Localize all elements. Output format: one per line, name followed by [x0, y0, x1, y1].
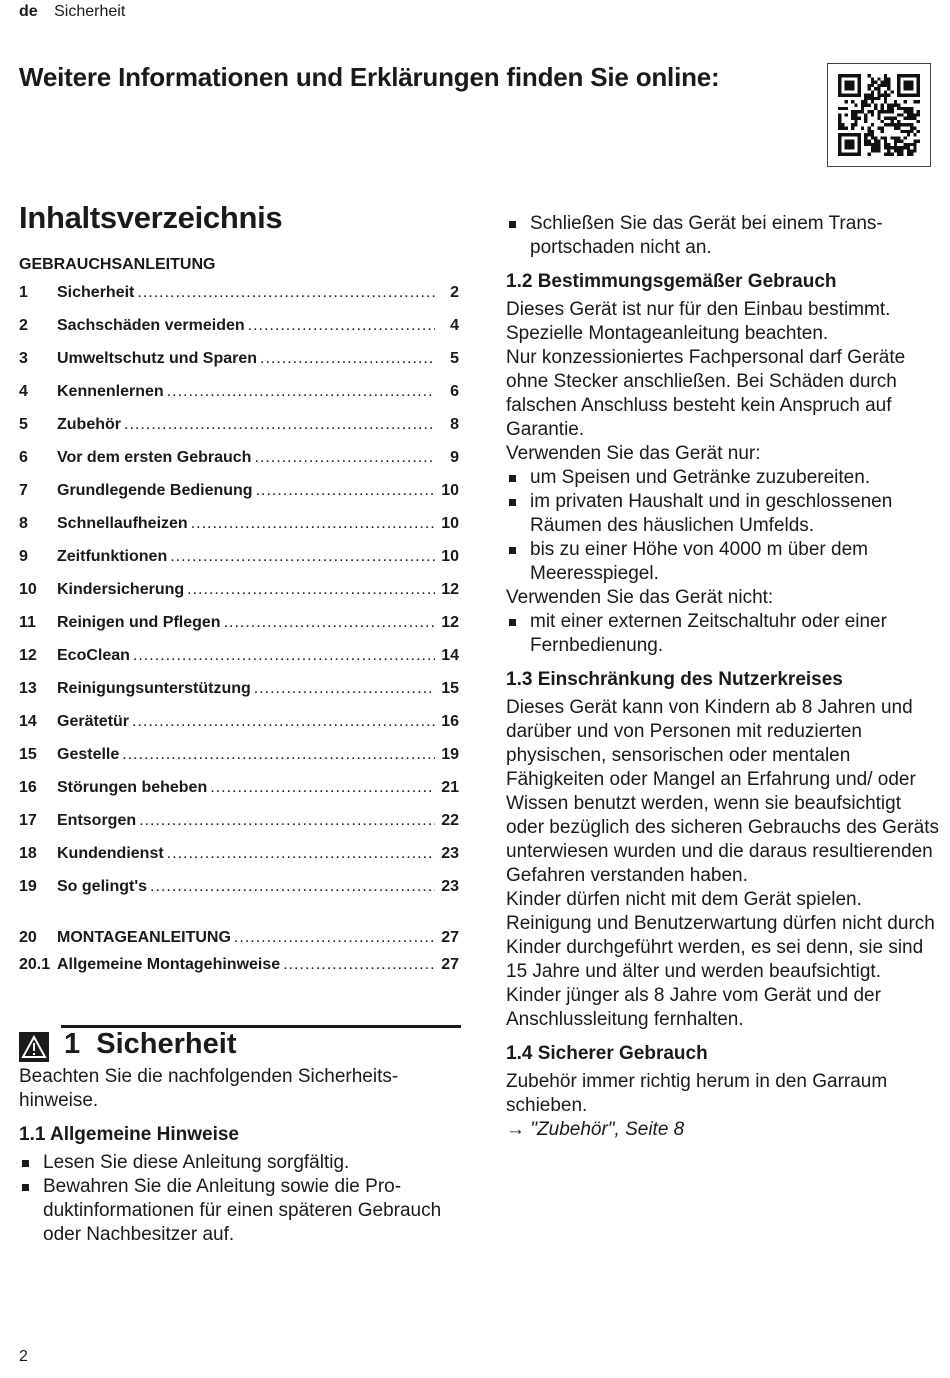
cross-reference-link[interactable]: → "Zubehör", Seite 8: [506, 1119, 685, 1140]
toc-entry-label: Zubehör: [57, 416, 121, 433]
toc-entry-label: Reinigen und Pflegen: [57, 614, 221, 631]
toc-entry-number: 18: [19, 845, 37, 862]
right-column: [506, 212, 942, 1142]
toc-entry-label: Allgemeine Montagehinweise: [57, 956, 281, 973]
header-section: Sicherheit: [54, 3, 126, 20]
toc-entry-label: Vor dem ersten Gebrauch: [57, 449, 252, 466]
toc-entry[interactable]: [19, 416, 459, 449]
toc-entry-label: Schnellaufheizen: [57, 515, 188, 532]
paragraph: Verwenden Sie das Gerät nur:: [506, 443, 761, 464]
toc-entry-label: Zeitfunktionen: [57, 548, 168, 565]
toc-entry-page: 10: [441, 482, 459, 499]
toc-entry-page: 15: [441, 680, 459, 697]
toc-entry[interactable]: [19, 350, 459, 383]
left-column: [19, 200, 459, 1247]
toc-leader-dots: [224, 614, 435, 632]
toc-leader-dots: [210, 779, 435, 797]
list-item: bis zu einer Höhe von 4000 m über dem Meeresspiegel.: [506, 538, 942, 586]
paragraph: Kinder jünger als 8 Jahre vom Gerät und der Anschlussleitung fernhalten.: [506, 985, 881, 1030]
toc-leader-dots: [133, 647, 435, 665]
toc-entry-page: 10: [441, 515, 459, 532]
toc-entry[interactable]: [19, 482, 459, 515]
paragraph: Dieses Gerät ist nur für den Einbau bestimmt. Spezielle Montageanleitung beachten.: [506, 299, 891, 344]
toc-leader-dots: [191, 515, 435, 533]
subsection-1-1-title: 1.1 Allgemeine Hinweise: [19, 1124, 239, 1145]
toc-entry-page: 2: [450, 284, 459, 301]
toc-entry-number: 10: [19, 581, 37, 598]
language-code: de: [19, 3, 38, 20]
toc-entry-page: 12: [441, 614, 459, 631]
toc-entry-number: 15: [19, 746, 37, 763]
toc-entry[interactable]: [19, 878, 459, 911]
toc-entry-number: 2: [19, 317, 28, 334]
toc-entry-page: 6: [450, 383, 459, 400]
warning-triangle-icon: [19, 1032, 49, 1062]
toc-leader-dots: [132, 713, 435, 731]
toc-entry-number: 1: [19, 284, 28, 301]
toc-leader-dots: [254, 449, 435, 467]
toc-entry-number: 7: [19, 482, 28, 499]
toc-subtitle: GEBRAUCHSANLEITUNG: [19, 256, 216, 273]
toc-entry-label: Gestelle: [57, 746, 120, 763]
toc-entry-number: 19: [19, 878, 37, 895]
toc-entry-label: Kindersicherung: [57, 581, 185, 598]
toc-entry-number: 11: [19, 614, 36, 631]
toc-entry-number: 5: [19, 416, 28, 433]
paragraph: Zubehör immer richtig herum in den Garraum schieben.: [506, 1071, 888, 1116]
toc-entry[interactable]: [19, 845, 459, 878]
toc-entry-label: Sicherheit: [57, 284, 135, 301]
toc-entry-number: 16: [19, 779, 37, 796]
toc-entry[interactable]: [19, 647, 459, 680]
toc-entry[interactable]: [19, 929, 459, 956]
toc-entry[interactable]: [19, 713, 459, 746]
paragraph: Dieses Gerät kann von Kindern ab 8 Jahren und darüber und von Personen mit reduzierten physischen, sensorischen oder mentalen Fähigkeiten oder Mangel an Erfahrung und/ oder Wissen benutzt werden, wenn sie beaufsichtigt oder bezüglich des sicheren Gebrauchs des Geräts unterwiesen wurden und die daraus resultierenden Gefahren verstanden haben.: [506, 697, 940, 886]
qr-code[interactable]: [827, 63, 931, 167]
toc-entry[interactable]: [19, 581, 459, 614]
toc-entry-page: 27: [441, 956, 459, 973]
toc-entry-page: 12: [441, 581, 459, 598]
toc-leader-dots: [122, 746, 435, 764]
toc-leader-dots: [139, 812, 435, 830]
list-item: Bewahren Sie die Anleitung sowie die Produktinformationen für einen späteren Gebrauch oder Nachbesitzer auf.: [19, 1175, 459, 1247]
toc-entry-label: Kundendienst: [57, 845, 164, 862]
section-intro: Beachten Sie die nachfolgenden Sicherheitshinweise.: [19, 1066, 399, 1111]
toc-entry[interactable]: [19, 449, 459, 482]
toc-entry-page: 23: [441, 845, 459, 862]
toc-entry-page: 10: [441, 548, 459, 565]
toc-entry-number: 4: [19, 383, 28, 400]
qr-code-icon: [838, 74, 920, 156]
not-intended-use-list: [506, 610, 942, 658]
toc-leader-dots: [256, 482, 435, 500]
toc-entry-page: 8: [450, 416, 459, 433]
toc-entry[interactable]: [19, 515, 459, 548]
toc-entry-label: Umweltschutz und Sparen: [57, 350, 258, 367]
toc-entry[interactable]: [19, 746, 459, 779]
toc-leader-dots: [170, 548, 435, 566]
subsection-1-2-title: 1.2 Bestimmungsgemäßer Gebrauch: [506, 271, 837, 292]
paragraph: Kinder dürfen nicht mit dem Gerät spielen.: [506, 889, 862, 910]
intended-use-list: [506, 466, 942, 586]
toc-entry[interactable]: [19, 284, 459, 317]
toc-entry[interactable]: [19, 680, 459, 713]
toc-entry-number: 13: [19, 680, 37, 697]
toc-leader-dots: [234, 929, 435, 947]
toc-entry-page: 4: [450, 317, 459, 334]
toc-extra-list: [19, 929, 459, 983]
toc-entry[interactable]: [19, 383, 459, 416]
page-header: [19, 3, 125, 21]
toc-entry-label: Sachschäden vermeiden: [57, 317, 245, 334]
toc-leader-dots: [283, 956, 435, 974]
toc-list: [19, 284, 459, 911]
toc-leader-dots: [167, 845, 435, 863]
toc-entry-label: Entsorgen: [57, 812, 137, 829]
list-item: Schließen Sie das Gerät bei einem Transportschaden nicht an.: [506, 212, 942, 260]
toc-entry-label: Gerätetür: [57, 713, 130, 730]
transport-damage-list: [506, 212, 942, 260]
toc-entry-page: 14: [441, 647, 459, 664]
toc-entry-page: 5: [450, 350, 459, 367]
paragraph: Verwenden Sie das Gerät nicht:: [506, 587, 774, 608]
toc-leader-dots: [187, 581, 435, 599]
toc-entry-label: Reinigungsunterstützung: [57, 680, 251, 697]
toc-entry-number: 3: [19, 350, 28, 367]
toc-entry-label: So gelingt's: [57, 878, 148, 895]
subsection-1-3-title: 1.3 Einschränkung des Nutzerkreises: [506, 669, 843, 690]
toc-entry[interactable]: [19, 614, 459, 647]
toc-entry-label: EcoClean: [57, 647, 130, 664]
toc-entry[interactable]: [19, 548, 459, 581]
toc-entry-label: Kennenlernen: [57, 383, 164, 400]
toc-entry-number: 14: [19, 713, 37, 730]
toc-entry-page: 27: [441, 929, 459, 946]
toc-entry[interactable]: [19, 812, 459, 845]
list-item: im privaten Haushalt und in geschlossenen Räumen des häuslichen Umfelds.: [506, 490, 942, 538]
toc-entry-number: 20.1: [19, 956, 51, 973]
paragraph: Reinigung und Benutzerwartung dürfen nicht durch Kinder durchgeführt werden, es sei denn, sie sind 15 Jahre und älter und werden beaufsichtigt.: [506, 913, 935, 982]
toc-entry-number: 6: [19, 449, 28, 466]
paragraph: Nur konzessioniertes Fachpersonal darf Geräte ohne Stecker anschließen. Bei Schäden durch falschen Anschluss besteht kein Anspruch auf Garantie.: [506, 347, 906, 440]
toc-entry-page: 22: [441, 812, 459, 829]
toc-entry-page: 19: [441, 746, 459, 763]
toc-entry-number: 8: [19, 515, 28, 532]
toc-entry-page: 21: [441, 779, 459, 796]
toc-entry[interactable]: [19, 317, 459, 350]
subsection-1-4-title: 1.4 Sicherer Gebrauch: [506, 1043, 708, 1064]
toc-leader-dots: [254, 680, 435, 698]
toc-leader-dots: [248, 317, 435, 335]
toc-entry-label: Grundlegende Bedienung: [57, 482, 253, 499]
toc-entry[interactable]: [19, 956, 459, 983]
general-notes-list: [19, 1151, 459, 1247]
toc-entry-label: Störungen beheben: [57, 779, 208, 796]
toc-entry-number: 9: [19, 548, 28, 565]
list-item: Lesen Sie diese Anleitung sorgfältig.: [19, 1151, 459, 1175]
page-number: 2: [19, 1348, 28, 1365]
toc-leader-dots: [124, 416, 435, 434]
toc-entry-number: 20: [19, 929, 37, 946]
toc-leader-dots: [167, 383, 435, 401]
list-item: um Speisen und Getränke zuzubereiten.: [506, 466, 942, 490]
toc-leader-dots: [260, 350, 435, 368]
section-title: 1 Sicherheit: [64, 1028, 237, 1060]
section-heading: [19, 1025, 459, 1065]
toc-entry-page: 23: [441, 878, 459, 895]
toc-entry-label: MONTAGEANLEITUNG: [57, 929, 231, 946]
list-item: mit einer externen Zeitschaltuhr oder einer Fernbedienung.: [506, 610, 942, 658]
online-info-heading: Weitere Informationen und Erklärungen finden Sie online:: [19, 62, 720, 92]
toc-title: Inhaltsverzeichnis: [19, 200, 283, 235]
toc-entry-number: 17: [19, 812, 37, 829]
toc-leader-dots: [137, 284, 435, 302]
toc-leader-dots: [150, 878, 435, 896]
toc-entry-number: 12: [19, 647, 37, 664]
toc-entry-page: 9: [450, 449, 459, 466]
toc-entry-page: 16: [441, 713, 459, 730]
toc-entry[interactable]: [19, 779, 459, 812]
